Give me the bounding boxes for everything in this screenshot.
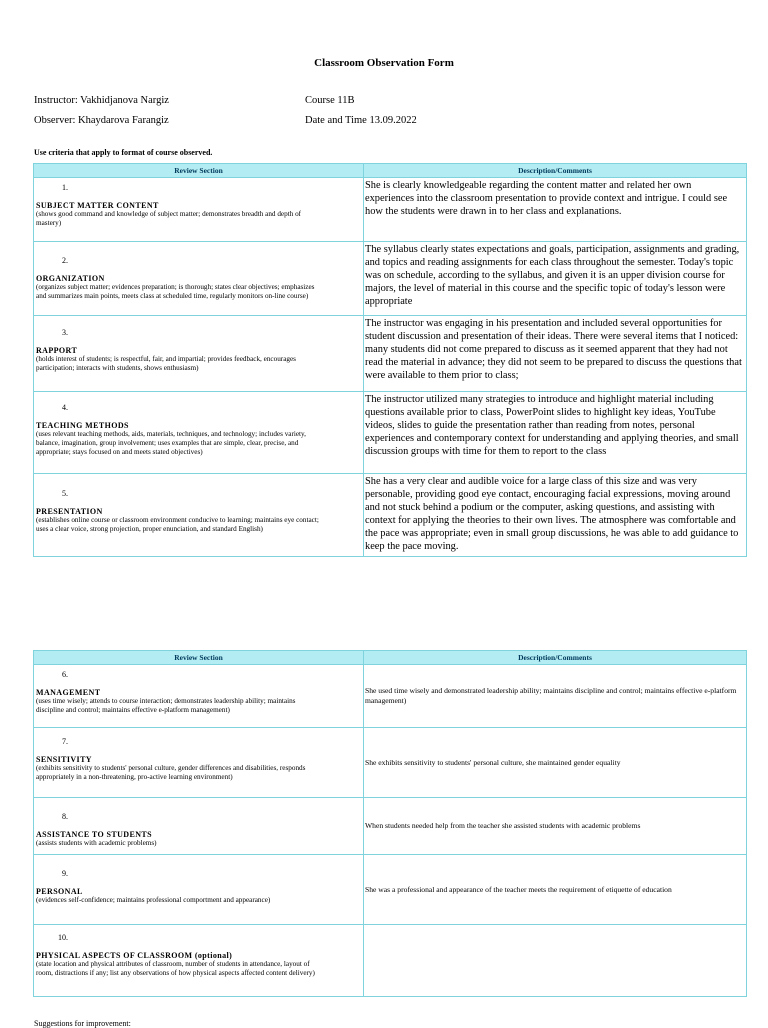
review-section-cell bbox=[34, 392, 364, 474]
table-row bbox=[34, 665, 747, 728]
suggestions-label: Suggestions for improvement: bbox=[34, 1019, 131, 1028]
review-section-cell bbox=[34, 925, 364, 997]
section-description: (state location and physical attributes of classroom, number of students in attendance, layout of room, distractions if any; list any observations of how physical aspects affected content delivery) bbox=[36, 960, 315, 978]
comment-cell[interactable]: The syllabus clearly states expectations and goals, participation, assignments and grading, and topics and reading assignments for each class throughout the semester. Today's topic was on schedule, according to the syllabus, and given it is an upper division course for majors, the level of material in this course and the specific topic of today's lesson were appropriate bbox=[364, 242, 747, 316]
section-title: SUBJECT MATTER CONTENT bbox=[36, 201, 159, 210]
table-row bbox=[34, 798, 747, 855]
section-description: (uses time wisely; attends to course interaction; demonstrates leadership ability; maintains discipline and control; maintains effective e-platform management) bbox=[36, 697, 296, 715]
comment-cell[interactable]: The instructor utilized many strategies to introduce and highlight material including questions available prior to class, PowerPoint slides to highlight key ideas, YouTube videos, slides to guide the presentation rather than reading from notes, personal experiences and contemporary context for understanding and applying theories, and small discussion groups with time for them to report to the class bbox=[364, 392, 747, 474]
table-header bbox=[34, 651, 747, 665]
review-section-cell bbox=[34, 798, 364, 855]
review-section-cell bbox=[34, 665, 364, 728]
section-description: (establishes online course or classroom environment conducive to learning; maintains eye contact; uses a clear voice, strong projection, proper enunciation, and standard English) bbox=[36, 516, 319, 534]
section-number: 8. bbox=[62, 812, 68, 821]
comment-cell[interactable]: She exhibits sensitivity to students' personal culture, she maintained gender equality bbox=[364, 728, 747, 798]
comments-header: Description/Comments bbox=[364, 164, 747, 178]
section-description: (organizes subject matter; evidences preparation; is thorough; states clear objectives; emphasizes and summarizes main points, meets class at scheduled time, regularly monitors on-line course) bbox=[36, 283, 315, 301]
section-number: 4. bbox=[62, 403, 68, 412]
review-section-cell bbox=[34, 242, 364, 316]
observation-table-2 bbox=[33, 650, 747, 997]
section-title: ORGANIZATION bbox=[36, 274, 105, 283]
table-row bbox=[34, 728, 747, 798]
table-row bbox=[34, 242, 747, 316]
comment-cell[interactable]: She was a professional and appearance of the teacher meets the requirement of etiquette of education bbox=[364, 855, 747, 925]
review-section-cell bbox=[34, 316, 364, 392]
section-title: RAPPORT bbox=[36, 346, 78, 355]
table-row bbox=[34, 474, 747, 557]
section-description: (exhibits sensitivity to students' personal culture, gender differences and disabilities, responds appropriately in a non-threatening, pro-active learning environment) bbox=[36, 764, 306, 782]
section-description: (holds interest of students; is respectful, fair, and impartial; provides feedback, encourages participation; interacts with students, shows enthusiasm) bbox=[36, 355, 296, 373]
table-row bbox=[34, 178, 747, 242]
table-header bbox=[34, 164, 747, 178]
review-section-cell bbox=[34, 178, 364, 242]
comment-cell[interactable]: The instructor was engaging in his presentation and included several opportunities for student discussion and presentation of their ideas. There were several items that I noticed: many students did not come prepared to discuss as it seemed apparent that they had not read the material in advance; they did not seem to be prepared to discuss the questions that were available to them prior to class; bbox=[364, 316, 747, 392]
review-section-header: Review Section bbox=[34, 651, 364, 665]
section-title: PHYSICAL ASPECTS OF CLASSROOM (optional) bbox=[36, 951, 233, 960]
page-title: Classroom Observation Form bbox=[314, 57, 454, 69]
section-title: PRESENTATION bbox=[36, 507, 103, 516]
comment-cell[interactable] bbox=[364, 925, 747, 997]
instructor-label: Instructor: Vakhidjanova Nargiz bbox=[34, 95, 169, 106]
section-number: 2. bbox=[62, 256, 68, 265]
section-description: (assists students with academic problems) bbox=[36, 839, 157, 847]
comment-cell[interactable]: She used time wisely and demonstrated leadership ability; maintains discipline and control; maintains effective e-platform management) bbox=[364, 665, 747, 728]
section-title: TEACHING METHODS bbox=[36, 421, 129, 430]
section-title: MANAGEMENT bbox=[36, 688, 101, 697]
comments-header: Description/Comments bbox=[364, 651, 747, 665]
section-number: 5. bbox=[62, 489, 68, 498]
table-row bbox=[34, 925, 747, 997]
section-title: SENSITIVITY bbox=[36, 755, 92, 764]
observation-table-1 bbox=[33, 163, 747, 557]
section-title: ASSISTANCE TO STUDENTS bbox=[36, 830, 152, 839]
section-number: 3. bbox=[62, 328, 68, 337]
review-section-cell bbox=[34, 474, 364, 557]
observer-label: Observer: Khaydarova Farangiz bbox=[34, 115, 169, 126]
section-description: (shows good command and knowledge of subject matter; demonstrates breadth and depth of mastery) bbox=[36, 210, 302, 228]
comment-cell[interactable]: When students needed help from the teacher she assisted students with academic problems bbox=[364, 798, 747, 855]
course-label: Course 11B bbox=[305, 95, 355, 106]
table-row bbox=[34, 316, 747, 392]
review-section-cell bbox=[34, 728, 364, 798]
section-description: (uses relevant teaching methods, aids, materials, techniques, and technology; includes variety, balance, imagination, group involvement; uses examples that are simple, clear, precise, and appropriate; stays focused on and meets stated objectives) bbox=[36, 430, 306, 457]
section-number: 10. bbox=[58, 933, 68, 942]
table-row bbox=[34, 392, 747, 474]
section-number: 6. bbox=[62, 670, 68, 679]
section-number: 7. bbox=[62, 737, 68, 746]
table-row bbox=[34, 855, 747, 925]
date-time-label: Date and Time 13.09.2022 bbox=[305, 115, 417, 126]
criteria-note: Use criteria that apply to format of course observed. bbox=[34, 148, 213, 157]
review-section-header: Review Section bbox=[34, 164, 364, 178]
section-description: (evidences self-confidence; maintains professional comportment and appearance) bbox=[36, 896, 271, 904]
comment-cell[interactable]: She has a very clear and audible voice for a large class of this size and was very personable, providing good eye contact, encouraging facial expressions, moving around and not stuck behind a podium or the computer, asking questions, and assisting with context for applying the theories to their own lives. The atmosphere was comfortable and the pace was appropriate; even in small group discussions, he was able to add guidance to keep the pace moving. bbox=[364, 474, 747, 557]
section-number: 9. bbox=[62, 869, 68, 878]
section-number: 1. bbox=[62, 183, 68, 192]
section-title: PERSONAL bbox=[36, 887, 83, 896]
review-section-cell bbox=[34, 855, 364, 925]
comment-cell[interactable]: She is clearly knowledgeable regarding the content matter and related her own experiences into the classroom presentation to provide context and intrigue. I could see how the students were drawn in to her class and explanations. bbox=[364, 178, 747, 242]
